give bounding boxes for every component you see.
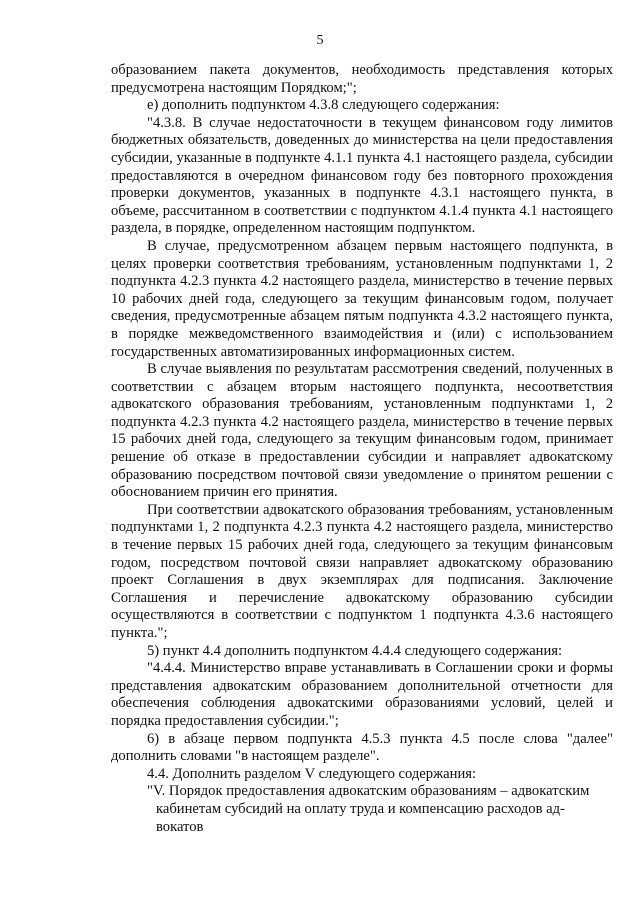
paragraph-4-3-8-second: В случае, предусмотренном абзацем первым настоящего подпункта, в целях проверки соответствия требованиям, установленным подпунктами 1, 2 подпункта 4.2.3 пункта 4.2 настоящего раздела, министерство в течение первых 10 рабочих дней года, следующего за текущим финансовым годом, получает сведения, предусмотренные абзацем пятым подпункта 4.3.2 настоящего пункта, в порядке межведомственного взаимодействия и (или) с использованием государственных автоматизированных информационных систем. — [111, 237, 613, 360]
page-number: 5 — [316, 33, 324, 48]
paragraph-item-6: 6) в абзаце первом подпункта 4.5.3 пункта 4.5 после слова "далее" дополнить словами "в настоящем разделе". — [111, 730, 613, 765]
paragraph-4-3-8-fourth: При соответствии адвокатского образования требованиям, установленным подпунктами 1, 2 подпункта 4.2.3 пункта 4.2 настоящего раздела, министерство в течение первых 15 рабочих дней года, следующего за текущим финансовым годом, посредством почтовой связи направляет адвокатскому образованию проект Соглашения в двух экземплярах для подписания. Заключение Соглашения и перечисление адвокатскому образованию субсидии осуществляются в соответствии с подпунктом 1 подпункта 4.3.6 настоящего пункта."; — [111, 501, 613, 641]
paragraph-item-5: 5) пункт 4.4 дополнить подпунктом 4.4.4 следующего содержания: — [147, 642, 563, 659]
paragraph-4-3-8: "4.3.8. В случае недостаточности в текущем финансовом году лимитов бюджетных обязательств, доведенных до министерства на цели предоставления субсидии, указанные в подпункте 4.1.1 пункта 4.1 настоящего раздела, субсидии предоставляются в очередном финансовом году без повторного прохождения проверки документов, указанных в подпункте 4.3.1 настоящего пункта, в объеме, рассчитанном в соответствии с подпунктом 4.1.4 пункта 4.1 настоящего раздела, в порядке, определенном настоящим подпунктом. — [111, 114, 613, 237]
paragraph-4-3-8-third: В случае выявления по результатам рассмотрения сведений, полученных в соответствии с абзацем вторым настоящего подпункта, несоответствия адвокатского образования требованиям, установленным подпунктами 1, 2 подпункта 4.2.3 пункта 4.2 настоящего раздела, министерство в течение первых 15 рабочих дней года, следующего за текущим финансовым годом, принимает решение об отказе в предоставлении субсидии и направляет адвокатскому образованию посредством почтовой связи уведомление о принятом решении с обоснованием причин его принятия. — [111, 361, 613, 501]
section-v-heading-line-2: кабинетам субсидий на оплату труда и компенсацию расходов ад- — [156, 800, 565, 817]
document-body — [111, 62, 613, 836]
paragraph-amendment-e: е) дополнить подпунктом 4.3.8 следующего содержания: — [147, 97, 500, 114]
paragraph-4-4: 4.4. Дополнить разделом V следующего содержания: — [147, 765, 477, 782]
section-v-heading-line-3: вокатов — [156, 818, 204, 835]
paragraph-continuation: образованием пакета документов, необходимость представления которых предусмотрена настоящим Порядком;"; — [111, 62, 613, 96]
paragraph-4-4-4: "4.4.4. Министерство вправе устанавливать в Соглашении сроки и формы представления адвокатским образованием дополнительной отчетности для обеспечения соблюдения адвокатскими образованиями условий, целей и порядка предоставления субсидии."; — [111, 660, 613, 729]
section-v-heading — [111, 783, 613, 836]
section-v-heading-line-1: "V. Порядок предоставления адвокатским образованиям – адвокатским — [147, 783, 590, 800]
